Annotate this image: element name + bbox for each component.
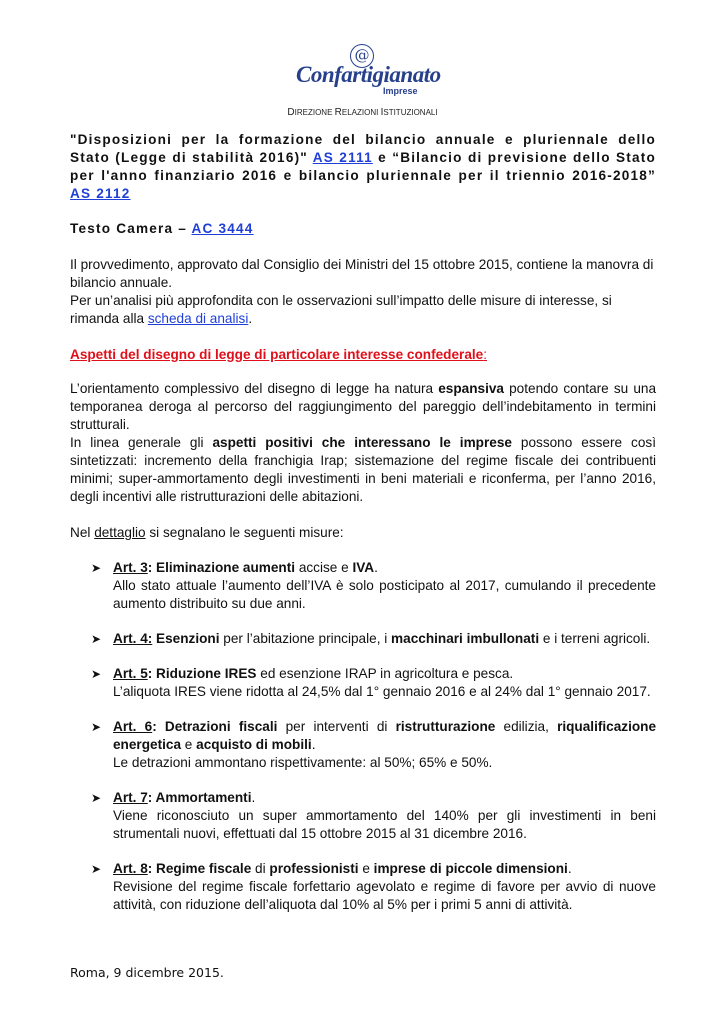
item-description: L’aliquota IRES viene ridotta al 24,5% dal 1° gennaio 2016 e al 24% dal 1° gennaio 2017. (113, 684, 651, 699)
item-description: Le detrazioni ammontano rispettivamente: al 50%; 65% e 50%. (113, 755, 493, 770)
item-description: Allo stato attuale l’aumento dell’IVA è solo posticipato al 2017, cumulando il precedente aumento distribuito su due anni. (113, 578, 656, 611)
list-item: ➤ Art. 6: Detrazioni fiscali per interventi di ristrutturazione edilizia, riqualificazione energetica e acquisto di mobili. Le detrazioni ammontano rispettivamente: al 50%; 65% e 50%. (91, 719, 657, 770)
link-as-2112[interactable]: AS 2112 (70, 186, 131, 201)
camera-text-heading: Testo Camera – AC 3444 (70, 221, 254, 236)
orientation-paragraph: L’orientamento complessivo del disegno di legge ha natura espansiva potendo contare su una temporanea deroga al percorso del raggiungimento del pareggio dell’indebitamento in termini strutturali. (70, 381, 656, 432)
item-description: Revisione del regime fiscale forfettario agevolato e regime di favore per avvio di nuove attività, con riduzione dell’aliquota dal 10% al 5% per i primi 5 anni di attività. (113, 879, 656, 912)
section-heading: Aspetti del disegno di legge di particolare interesse confederale: (70, 347, 487, 362)
analysis-paragraph: Per un’analisi più approfondita con le osservazioni sull’impatto delle misure di interesse, si rimanda alla scheda di analisi. (70, 293, 612, 326)
document-title: "Disposizioni per la formazione del bilancio annuale e pluriennale dello Stato (Legge di stabilità 2016)" AS 2111 e “Bilancio di previsione dello Stato per l'anno finanziario 2016 e bilancio pluriennale per il triennio 2016-2018” AS 2112 (70, 132, 656, 201)
link-as-2111[interactable]: AS 2111 (312, 150, 373, 165)
arrow-bullet-icon: ➤ (91, 632, 102, 646)
logo-at-symbol: @ (350, 44, 374, 68)
measures-list (70, 559, 656, 914)
logo-name: Confartigianato (296, 62, 441, 87)
link-ac-3444[interactable]: AC 3444 (191, 221, 254, 236)
arrow-bullet-icon: ➤ (91, 667, 102, 681)
detail-paragraph: Nel dettaglio si segnalano le seguenti misure: (70, 525, 344, 540)
footer-date: Roma, 9 dicembre 2015. (70, 965, 224, 980)
positive-aspects-paragraph: In linea generale gli aspetti positivi che interessano le imprese possono essere così sintetizzati: incremento della franchigia Irap; sistemazione del regime fiscale dei contribuenti minimi; super-ammortamento degli investimenti in beni materiali e riconferma, per l’anno 2016, degli incentivi alle ristrutturazioni delle abitazioni. (70, 435, 656, 504)
list-item: ➤ Art. 4: Esenzioni per l’abitazione principale, i macchinari imbullonati e i terreni agricoli. (91, 631, 651, 646)
list-item: ➤ Art. 5: Riduzione IRES ed esenzione IRAP in agricoltura e pesca. L’aliquota IRES viene ridotta al 24,5% dal 1° gennaio 2016 e al 24% dal 1° gennaio 2017. (70, 665, 656, 701)
link-scheda-analisi[interactable]: scheda di analisi (147, 311, 249, 326)
confartigianato-logo (296, 44, 441, 99)
document-body (70, 131, 656, 931)
list-item: ➤ Art. 7: Ammortamenti. Viene riconosciuto un super ammortamento del 140% per gli investimenti in beni strumentali nuovi, effettuati dal 15 ottobre 2015 al 31 dicembre 2016. (91, 790, 656, 841)
intro-paragraph: Il provvedimento, approvato dal Consiglio dei Ministri del 15 ottobre 2015, contiene la manovra di bilancio annuale. (70, 257, 654, 290)
logo-sub: Imprese (383, 86, 418, 96)
department-header: DIREZIONE RELAZIONI ISTITUZIONALI (287, 107, 438, 118)
list-item: ➤ Art. 8: Regime fiscale di professionisti e imprese di piccole dimensioni. Revisione del regime fiscale forfettario agevolato e regime di favore per avvio di nuove attività, con riduzione dell’aliquota dal 10% al 5% per i primi 5 anni di attività. (91, 861, 656, 912)
arrow-bullet-icon: ➤ (91, 561, 102, 575)
arrow-bullet-icon: ➤ (91, 862, 102, 876)
item-description: Viene riconosciuto un super ammortamento del 140% per gli investimenti in beni strumentali nuovi, effettuati dal 15 ottobre 2015 al 31 dicembre 2016. (113, 808, 656, 841)
arrow-bullet-icon: ➤ (91, 720, 102, 734)
arrow-bullet-icon: ➤ (91, 791, 102, 805)
list-item: ➤ Art. 3: Eliminazione aumenti accise e IVA. Allo stato attuale l’aumento dell’IVA è solo posticipato al 2017, cumulando il precedente aumento distribuito su due anni. (91, 560, 656, 611)
